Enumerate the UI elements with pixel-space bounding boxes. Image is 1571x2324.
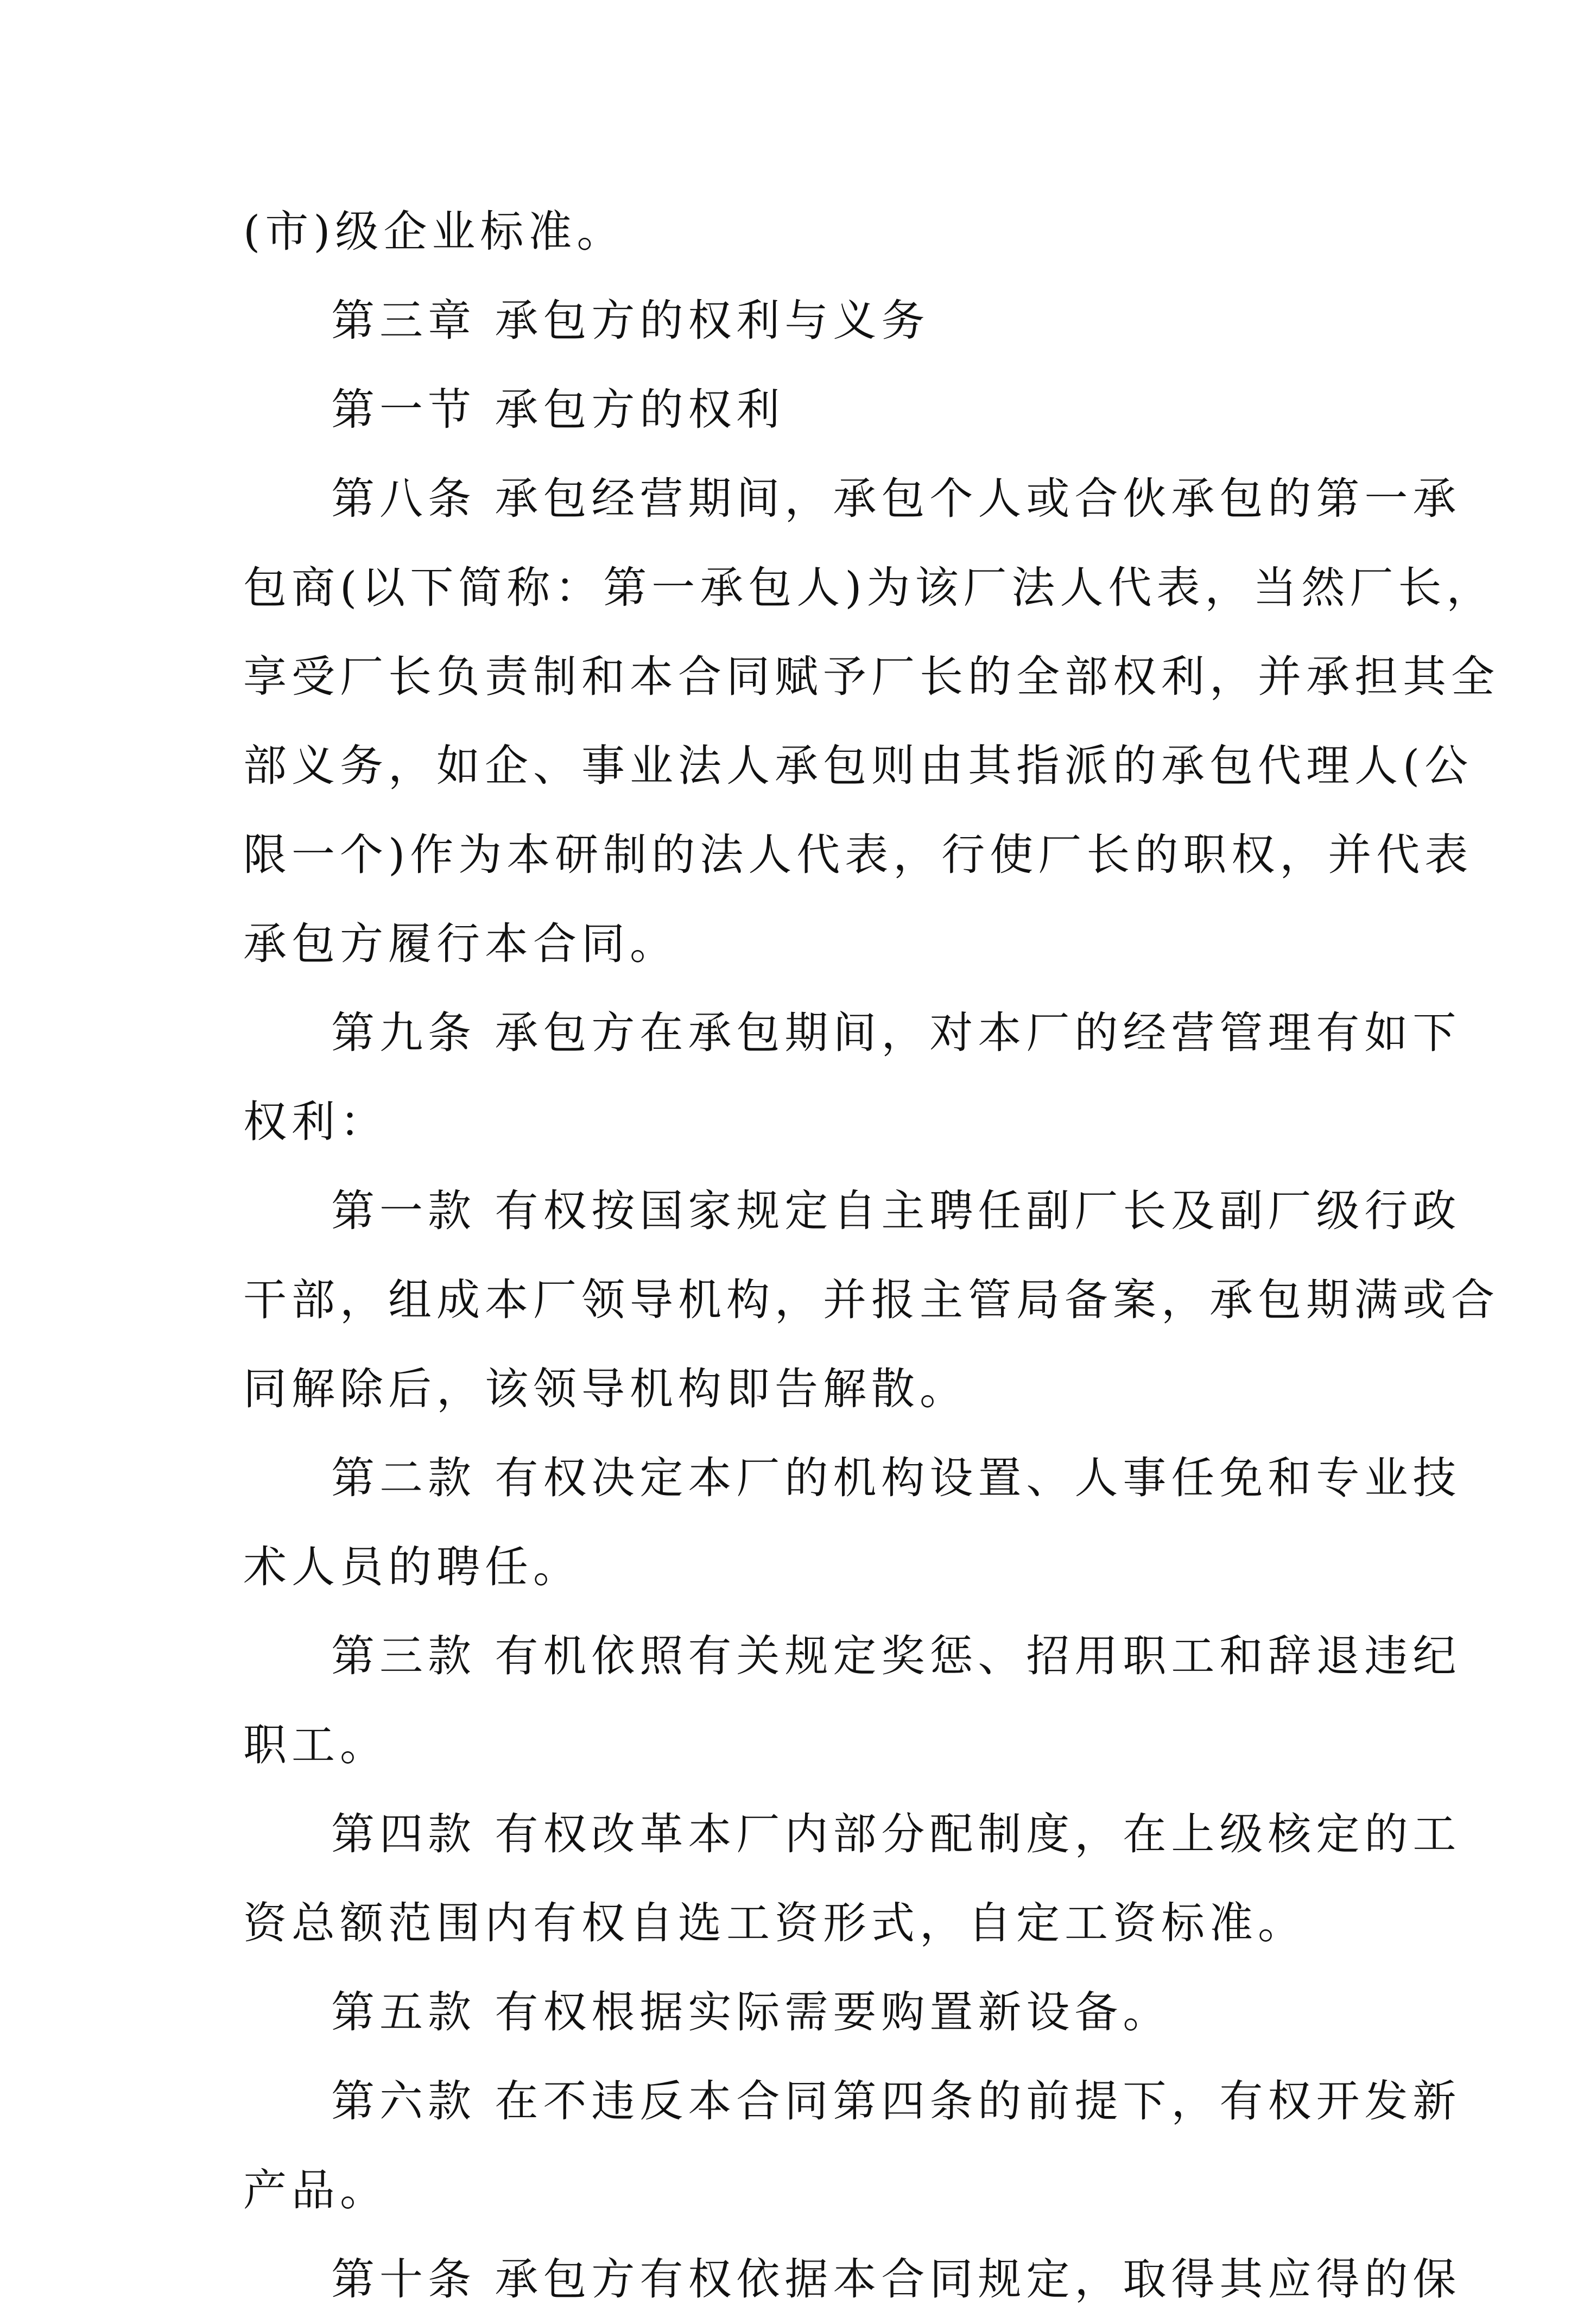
clause-6-line-2: 产品。 <box>243 2165 388 2215</box>
clause-1-line-1: 第一款 有权按国家规定自主聘任副厂长及副厂级行政 <box>331 1186 1461 1236</box>
clause-6-line-1: 第六款 在不违反本合同第四条的前提下，有权开发新 <box>331 2076 1461 2126</box>
article-8-line-5: 限一个)作为本研制的法人代表，行使厂长的职权，并代表 <box>243 829 1473 880</box>
article-9-line-1: 第九条 承包方在承包期间，对本厂的经营管理有如下 <box>331 1008 1461 1058</box>
clause-4-line-2: 资总额范围内有权自选工资形式，自定工资标准。 <box>243 1898 1306 1948</box>
article-8-line-6: 承包方履行本合同。 <box>243 919 678 969</box>
clause-2-line-2: 术人员的聘任。 <box>243 1542 581 1592</box>
clause-5-line-1: 第五款 有权根据实际需要购置新设备。 <box>331 1987 1171 2037</box>
clause-2-line-1: 第二款 有权决定本厂的机构设置、人事任免和专业技 <box>331 1453 1461 1503</box>
article-8-line-3: 享受厂长负责制和本合同赋予厂长的全部权利，并承担其全 <box>243 651 1499 702</box>
article-10-line-1: 第十条 承包方有权依据本合同规定，取得其应得的保 <box>331 2254 1461 2304</box>
clause-4-line-1: 第四款 有权改革本厂内部分配制度，在上级核定的工 <box>331 1809 1461 1859</box>
text-line-1: (市)级企业标准。 <box>243 206 625 257</box>
clause-1-line-3: 同解除后，该领导机构即告解散。 <box>243 1364 968 1414</box>
article-9-line-2: 权利： <box>243 1097 388 1147</box>
clause-3-line-2: 职工。 <box>243 1720 388 1770</box>
chapter-heading: 第三章 承包方的权利与义务 <box>331 295 930 346</box>
clause-1-line-2: 干部，组成本厂领导机构，并报主管局备案，承包期满或合 <box>243 1275 1499 1325</box>
document-body <box>243 187 1499 2324</box>
clause-3-line-1: 第三款 有机依照有关规定奖惩、招用职工和辞退违纪 <box>331 1631 1461 1681</box>
section-heading: 第一节 承包方的权利 <box>331 384 785 435</box>
article-8-line-1: 第八条 承包经营期间，承包个人或合伙承包的第一承 <box>331 473 1461 524</box>
article-8-line-4: 部义务，如企、事业法人承包则由其指派的承包代理人(公 <box>243 740 1473 791</box>
article-8-line-2: 包商(以下简称：第一承包人)为该厂法人代表，当然厂长， <box>243 562 1495 613</box>
